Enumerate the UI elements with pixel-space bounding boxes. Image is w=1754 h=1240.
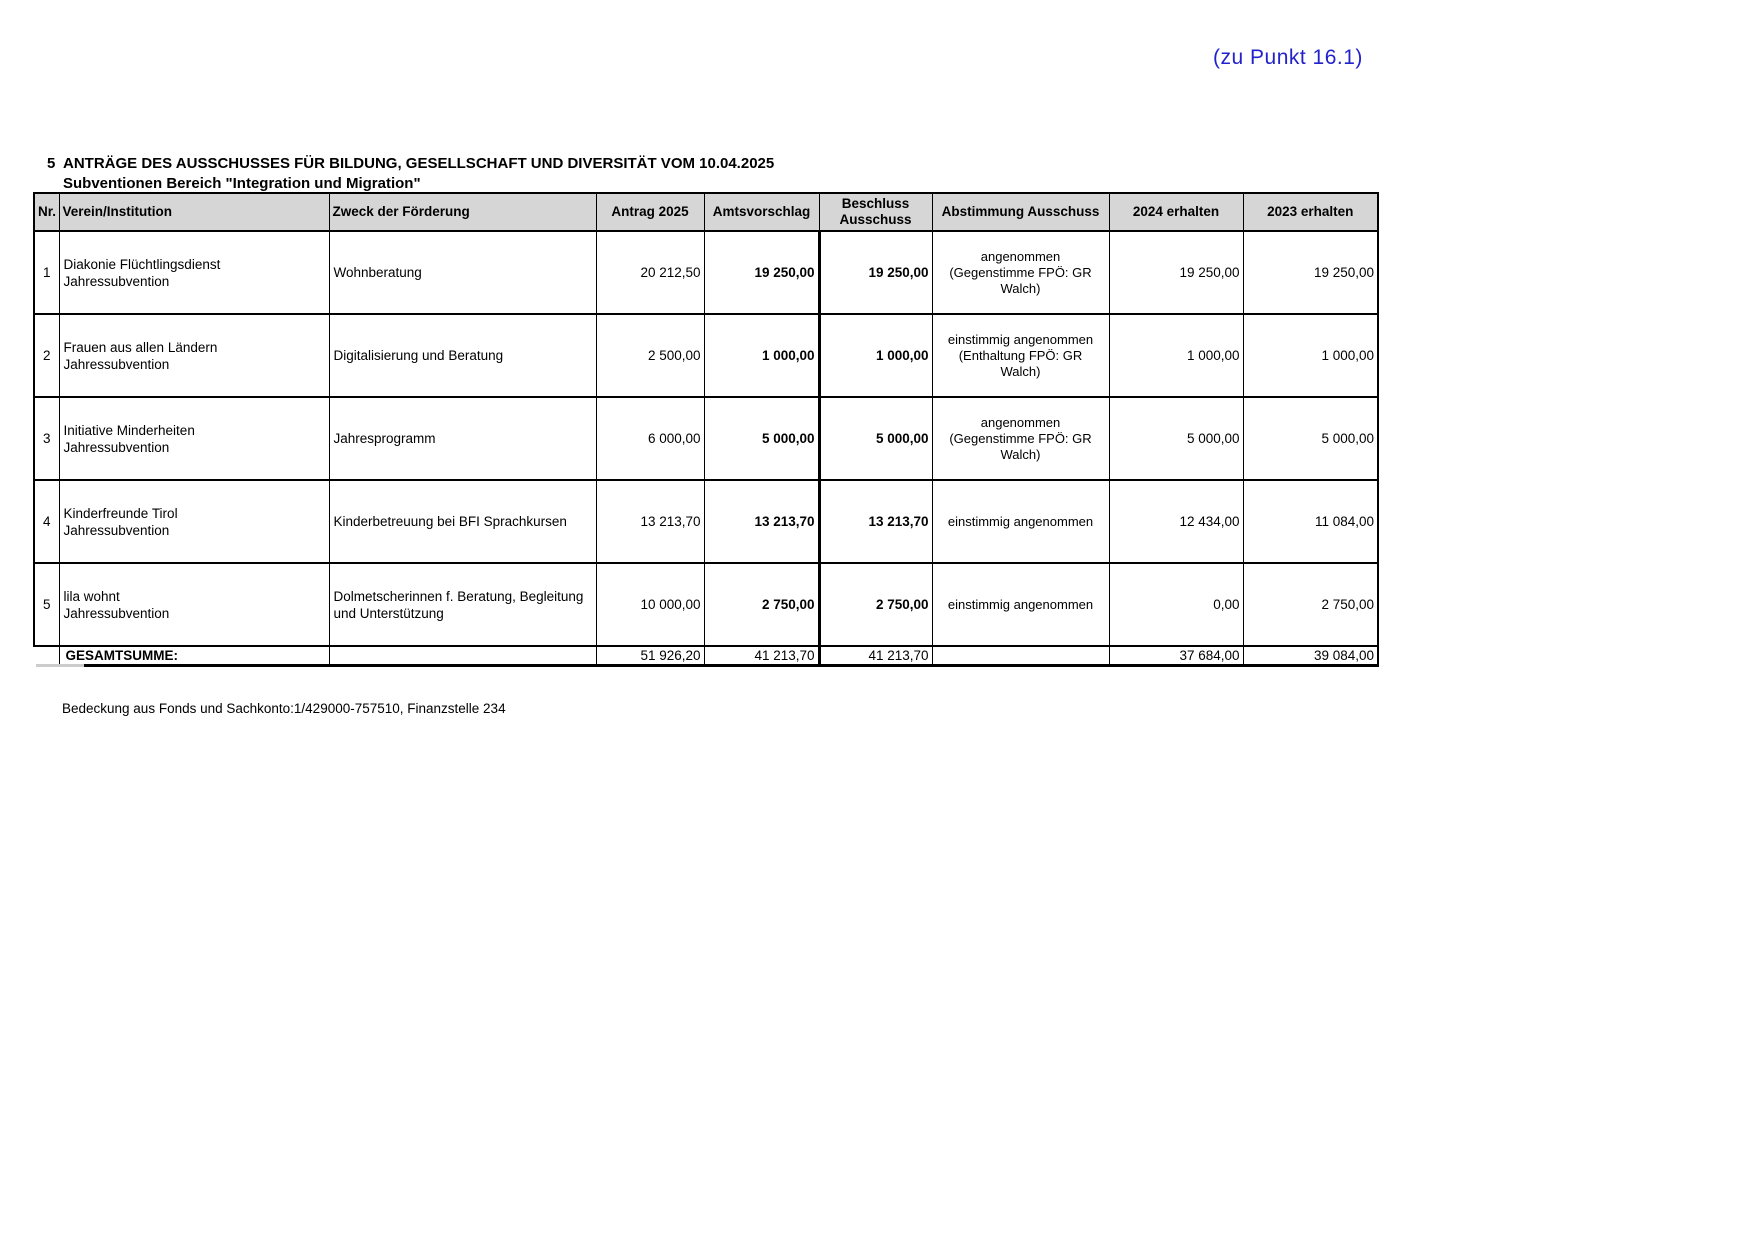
- erhalten-2024-cell: 1 000,00: [1109, 314, 1243, 397]
- antrag-cell: 2 500,00: [596, 314, 704, 397]
- beschluss-cell: 2 750,00: [819, 563, 932, 646]
- header-zweck: Zweck der Förderung: [329, 193, 596, 231]
- antrag-cell: 10 000,00: [596, 563, 704, 646]
- zweck-cell: Digitalisierung und Beratung: [329, 314, 596, 397]
- total-zweck-empty: [329, 646, 596, 665]
- abstimmung-cell: angenommen (Gegenstimme FPÖ: GR Walch): [932, 397, 1109, 480]
- header-amtsvorschlag: Amtsvorschlag: [704, 193, 819, 231]
- verein-typ: Jahressubvention: [63, 439, 170, 455]
- document-title: [47, 154, 774, 194]
- header-verein: Verein/Institution: [59, 193, 329, 231]
- title-line-1: [47, 154, 774, 174]
- antrag-cell: 13 213,70: [596, 480, 704, 563]
- erhalten-2024-cell: 0,00: [1109, 563, 1243, 646]
- total-2024: 37 684,00: [1109, 646, 1243, 665]
- table-row: [34, 397, 1378, 480]
- header-abstimmung: Abstimmung Ausschuss: [932, 193, 1109, 231]
- total-beschluss: 41 213,70: [819, 646, 932, 665]
- verein-typ: Jahressubvention: [63, 605, 170, 621]
- verein-cell: [59, 480, 329, 563]
- total-row: [34, 646, 1378, 665]
- amtsvorschlag-cell: 2 750,00: [704, 563, 819, 646]
- amtsvorschlag-cell: 19 250,00: [704, 231, 819, 314]
- header-antrag: Antrag 2025: [596, 193, 704, 231]
- zweck-cell: Dolmetscherinnen f. Beratung, Begleitung und Unterstützung: [329, 563, 596, 646]
- table-row: [34, 314, 1378, 397]
- erhalten-2024-cell: 19 250,00: [1109, 231, 1243, 314]
- header-nr: Nr.: [34, 193, 59, 231]
- antrag-cell: 6 000,00: [596, 397, 704, 480]
- beschluss-cell: 5 000,00: [819, 397, 932, 480]
- amtsvorschlag-cell: 5 000,00: [704, 397, 819, 480]
- zweck-cell: Kinderbetreuung bei BFI Sprachkursen: [329, 480, 596, 563]
- total-2023: 39 084,00: [1243, 646, 1378, 665]
- table-row: [34, 231, 1378, 314]
- total-label: GESAMTSUMME:: [59, 646, 329, 665]
- abstimmung-cell: einstimmig angenommen: [932, 563, 1109, 646]
- zweck-cell: Jahresprogramm: [329, 397, 596, 480]
- row-number: 2: [34, 314, 59, 397]
- row-number: 5: [34, 563, 59, 646]
- header-beschluss: Beschluss Ausschuss: [819, 193, 932, 231]
- beschluss-cell: 19 250,00: [819, 231, 932, 314]
- gray-edge-artifact: [36, 664, 84, 667]
- funding-source-note: Bedeckung aus Fonds und Sachkonto:1/429000-757510, Finanzstelle 234: [62, 701, 506, 716]
- abstimmung-cell: einstimmig angenommen (Enthaltung FPÖ: GR Walch): [932, 314, 1109, 397]
- reference-note: (zu Punkt 16.1): [1213, 46, 1363, 69]
- table-row: [34, 563, 1378, 646]
- erhalten-2023-cell: 1 000,00: [1243, 314, 1378, 397]
- table-header: [34, 193, 1378, 231]
- erhalten-2024-cell: 5 000,00: [1109, 397, 1243, 480]
- verein-cell: [59, 563, 329, 646]
- erhalten-2024-cell: 12 434,00: [1109, 480, 1243, 563]
- zweck-cell: Wohnberatung: [329, 231, 596, 314]
- header-2024: 2024 erhalten: [1109, 193, 1243, 231]
- row-number: 3: [34, 397, 59, 480]
- total-abstimmung-empty: [932, 646, 1109, 665]
- abstimmung-cell: angenommen (Gegenstimme FPÖ: GR Walch): [932, 231, 1109, 314]
- beschluss-cell: 13 213,70: [819, 480, 932, 563]
- verein-name: Kinderfreunde Tirol: [63, 505, 178, 521]
- verein-name: Diakonie Flüchtlingsdienst: [63, 256, 221, 272]
- total-empty-cell: [34, 646, 59, 665]
- verein-cell: [59, 231, 329, 314]
- title-line-2: Subventionen Bereich "Integration und Migration": [63, 175, 421, 192]
- row-number: 4: [34, 480, 59, 563]
- beschluss-cell: 1 000,00: [819, 314, 932, 397]
- subventions-table: [33, 192, 1379, 667]
- verein-typ: Jahressubvention: [63, 522, 170, 538]
- erhalten-2023-cell: 5 000,00: [1243, 397, 1378, 480]
- title-number: 5: [47, 155, 56, 172]
- title-text: ANTRÄGE DES AUSSCHUSSES FÜR BILDUNG, GESELLSCHAFT UND DIVERSITÄT VOM 10.04.2025: [63, 155, 775, 172]
- total-antrag: 51 926,20: [596, 646, 704, 665]
- verein-name: Initiative Minderheiten: [63, 422, 195, 438]
- amtsvorschlag-cell: 1 000,00: [704, 314, 819, 397]
- verein-typ: Jahressubvention: [63, 356, 170, 372]
- total-amtsvorschlag: 41 213,70: [704, 646, 819, 665]
- verein-cell: [59, 314, 329, 397]
- verein-name: Frauen aus allen Ländern: [63, 339, 218, 355]
- amtsvorschlag-cell: 13 213,70: [704, 480, 819, 563]
- erhalten-2023-cell: 19 250,00: [1243, 231, 1378, 314]
- table-row: [34, 480, 1378, 563]
- erhalten-2023-cell: 2 750,00: [1243, 563, 1378, 646]
- header-2023: 2023 erhalten: [1243, 193, 1378, 231]
- antrag-cell: 20 212,50: [596, 231, 704, 314]
- erhalten-2023-cell: 11 084,00: [1243, 480, 1378, 563]
- row-number: 1: [34, 231, 59, 314]
- verein-cell: [59, 397, 329, 480]
- abstimmung-cell: einstimmig angenommen: [932, 480, 1109, 563]
- verein-name: lila wohnt: [63, 588, 120, 604]
- verein-typ: Jahressubvention: [63, 273, 170, 289]
